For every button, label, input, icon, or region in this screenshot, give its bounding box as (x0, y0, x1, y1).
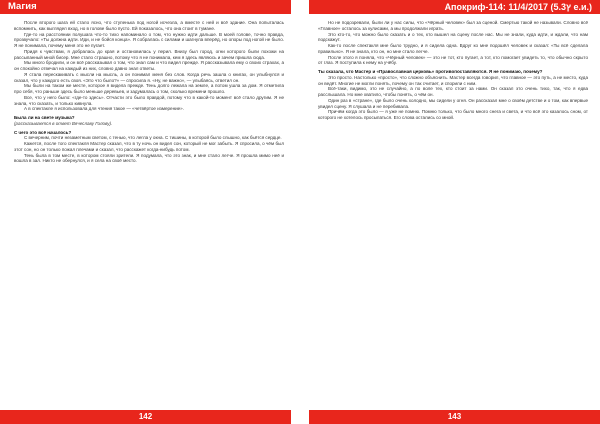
paragraph: После этого я поняла, что «Чёрный человек» — это не тот, кто пугает, а тот, кто помогает увидеть то, что обычно скрыто от глаз. Я поступила к нему на учёбу. (318, 54, 588, 66)
right-page-header: Апокриф-114: 11/4/2017 (ץ5.3 е.и.) (309, 0, 600, 14)
paragraph: Как-то после спектакля мне было трудно, и я сидела одна. Вдруг ко мне подошёл человек и сказал: «Ты всё сделала правильно». Я не знала, кто он, но мне стало легче. (318, 43, 588, 54)
paragraph: С вечерним, почти незаметным светом, с тенью, что легла у окна. С тишины, в которой было слышно, как бьётся сердце. (24, 135, 282, 141)
question-heading: Ты сказала, что Мастер и «Православная церковь» противопоставляются. Я не понимаю, почему? (318, 69, 543, 74)
question-heading: Была ли на свете музыка? (14, 115, 75, 120)
paragraph: Кажется, после того спектакля Мастер сказал, что в ту ночь он видел сон, который не мог забыть. Я спросила, о чём был этот сон, но он только пожал плечами и сказал, что расскажет когда-нибудь потом. (14, 141, 284, 152)
paragraph: Мы много бродили, и он всё рассказывал о том, что знал сам и что видел прежде. Я рассказывала ему о своих страхах, а он спокойно отвечал на каждый из них, словно давно знал ответы. (14, 60, 284, 71)
paragraph: Придя к чувствам, я добралась до края и остановилась у перил. Внизу был город, огни которого были похожи на рассыпанный мной бисер. Мне стало страшно, потому что я не понимала, кем я здесь являюсь и зачем пришла сюда. (14, 48, 284, 60)
paragraph: Один раз в «стране», где было очень холодно, мы сидели у огня. Он рассказал мне о своём детстве и о том, как впервые увидел сцену. Я слушала и не перебивала. (318, 97, 588, 109)
paragraph: Причём когда это было — я уже не помню. Помню только, что было много снега и света, и что всё это казалось сном, от которого не хотелось просыпаться. Его слова остались со мной. (318, 109, 588, 120)
question-heading: С чего это всё началось? (14, 129, 72, 135)
paragraph: Но не подозревали, были ли у нас силы, что «Чёрный человек» был за сценой. Смертью такой не называли. Словно всё «Главное» осталось за кулисами, а мы продолжали играть. (318, 20, 588, 31)
left-page-number: 142 (0, 410, 291, 424)
left-page-text (14, 20, 284, 406)
left-page-header: Магия (0, 0, 291, 14)
paragraph: После второго шага ей стало ясно, что ступенька под ногой исчезла, а вместе с ней и всё здание. Она попыталась вспомнить, как выглядел вход, но в голове было пусто. Ей показалось, что она стоит в тумане. (14, 20, 284, 31)
right-page-text (318, 20, 588, 406)
paragraph: Всё-таки, видимо, это не случайно, а по воле тех, кто стоит за нами. Он сказал это очень тихо, так, что я едва расслышала. Но мне хватило, чтобы понять, о чём он. (318, 86, 588, 97)
right-page-number: 143 (309, 410, 600, 424)
paragraph: Все, что у него было: «где-то здесь». Отчасти это было правдой, потому что в какой-то момент всё стало другим. Я не знала, что сказать, и только кивнула. (14, 94, 284, 106)
paragraph: Это просто. Настолько «просто», что сложно объяснить. Мастер всегда говорил, что главное — это путь, а не место, куда он ведёт. Многие не могли понять, почему он так считает, и спорили с ним. (318, 74, 588, 86)
paragraph: Где-то на расстоянии полушага что-то тихо напоминало о том, что нужно идти дальше. В моей голове, точно правда, прозвучало: «Ты должна идти. Иди, и не бойся конца». Я собралась с силами и шагнула вперёд, но опоры под ногой не было. Я не понимала, почему меня это не пугает. (14, 31, 284, 48)
paragraph: Тень была в том месте, в котором стояли зрители. Я подумала, что это знак, и мне стало легче. Я прошла мимо неё и вошла в зал. Никто не обернулся, и я села на своё место. (14, 152, 284, 164)
paragraph: Я стала перескакивать с мысли на мысль, а он понимал меня без слов. Когда речь зашла о книгах, он улыбнулся и сказал, что у каждого есть своя. «Это что было?» — спросила я. «Ну, не важно», — улыбаясь, ответил он. (14, 71, 284, 83)
paragraph: А в спектакле я использовала для чтения такое — «четвёртое измерение». (24, 106, 184, 112)
italic-note: (рассказывается в ответ Вячеславу Голову). (14, 120, 113, 126)
paragraph: Мы были на таком же месте, которое я видела прежде. Тень долго лежала на земле, а потом ушла за дом. Я отметила про себя, что раньше здесь было меньше деревьев, и задумалась о том, сколько времени прошло. (14, 83, 284, 94)
paragraph: Это кто-то, что можно было сказать и о тех, кто вышел на сцену после нас. Мы не знали, куда идти, и ждали, что нам подскажут. (318, 31, 588, 43)
page-gutter (291, 0, 309, 424)
